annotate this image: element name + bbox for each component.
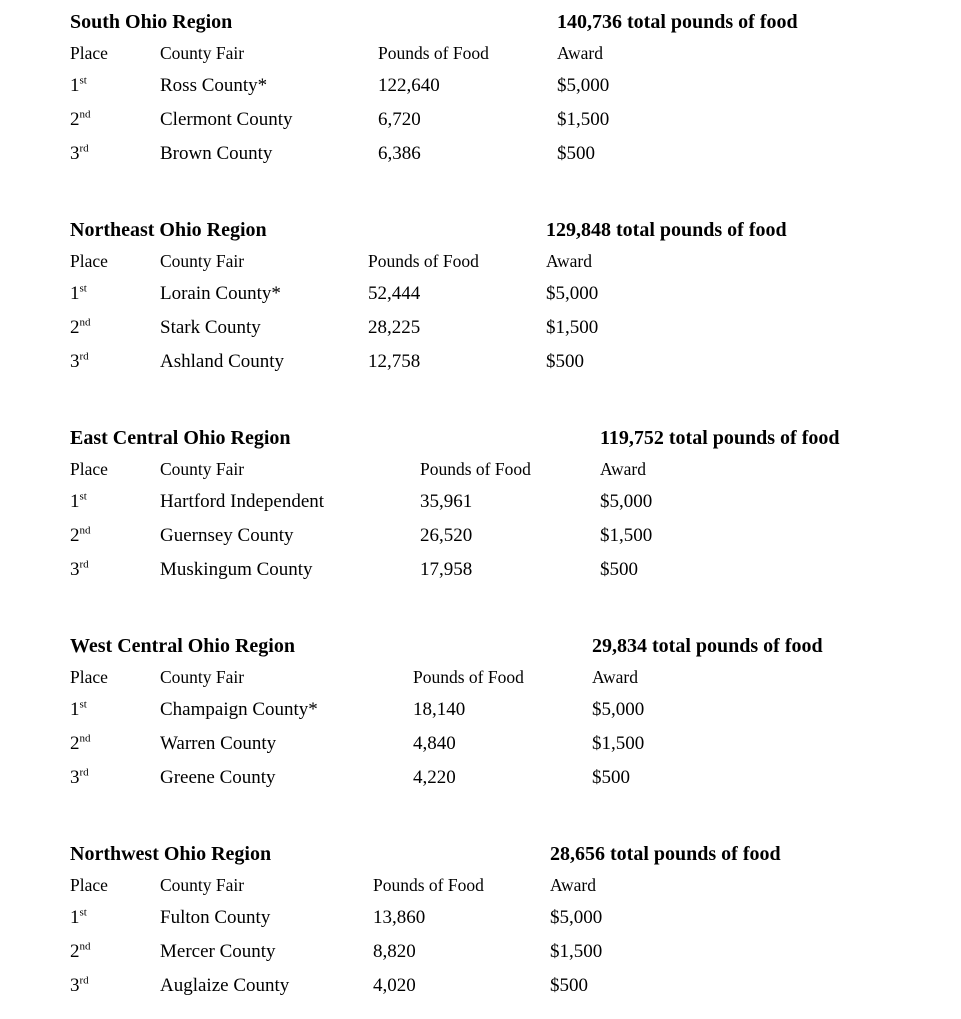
column-header-award: Award bbox=[600, 459, 647, 479]
region-title: Northeast Ohio Region bbox=[70, 219, 267, 241]
award-cell: $5,000 bbox=[546, 283, 599, 304]
county-cell: Ross County* bbox=[160, 75, 268, 96]
column-header-pounds: Pounds of Food bbox=[420, 459, 531, 479]
place-cell bbox=[70, 69, 160, 103]
region-title: South Ohio Region bbox=[70, 11, 233, 33]
place-number: 3 bbox=[70, 975, 80, 996]
table-header-row bbox=[70, 661, 951, 693]
place-ordinal: nd bbox=[79, 940, 91, 953]
column-header-county-fair: County Fair bbox=[160, 43, 245, 63]
county-cell: Warren County bbox=[160, 733, 277, 754]
column-header-place: Place bbox=[70, 459, 108, 479]
region-title-row bbox=[70, 423, 951, 453]
pounds-cell: 35,961 bbox=[420, 491, 473, 512]
county-cell: Brown County bbox=[160, 143, 273, 164]
award-cell: $1,500 bbox=[546, 317, 599, 338]
table-row bbox=[70, 553, 951, 587]
pounds-cell: 6,720 bbox=[378, 109, 421, 130]
place-cell bbox=[70, 103, 160, 137]
pounds-cell: 13,860 bbox=[373, 907, 426, 928]
place-ordinal: rd bbox=[79, 142, 89, 155]
pounds-cell: 8,820 bbox=[373, 941, 416, 962]
region-title: West Central Ohio Region bbox=[70, 635, 295, 657]
column-header-place: Place bbox=[70, 667, 108, 687]
place-number: 1 bbox=[70, 491, 80, 512]
place-cell bbox=[70, 727, 160, 761]
region-total-pounds: 140,736 total pounds of food bbox=[557, 11, 798, 33]
column-header-pounds: Pounds of Food bbox=[413, 667, 524, 687]
region-title-row bbox=[70, 839, 951, 869]
place-number: 2 bbox=[70, 733, 80, 754]
table-row bbox=[70, 485, 951, 519]
award-cell: $5,000 bbox=[557, 75, 610, 96]
table-row bbox=[70, 103, 951, 137]
place-cell bbox=[70, 901, 160, 935]
award-cell: $500 bbox=[550, 975, 588, 996]
award-cell: $5,000 bbox=[600, 491, 653, 512]
county-cell: Muskingum County bbox=[160, 559, 313, 580]
place-cell bbox=[70, 553, 160, 587]
place-cell bbox=[70, 345, 160, 379]
region-total-pounds: 129,848 total pounds of food bbox=[546, 219, 787, 241]
place-number: 3 bbox=[70, 559, 80, 580]
place-cell bbox=[70, 761, 160, 795]
place-ordinal: st bbox=[79, 282, 87, 295]
place-ordinal: st bbox=[79, 490, 87, 503]
table-row bbox=[70, 693, 951, 727]
place-cell bbox=[70, 277, 160, 311]
column-header-place: Place bbox=[70, 875, 108, 895]
column-header-county-fair: County Fair bbox=[160, 459, 245, 479]
pounds-cell: 26,520 bbox=[420, 525, 473, 546]
place-ordinal: st bbox=[79, 698, 87, 711]
pounds-cell: 4,840 bbox=[413, 733, 456, 754]
column-header-pounds: Pounds of Food bbox=[373, 875, 484, 895]
place-ordinal: rd bbox=[79, 766, 89, 779]
column-header-county-fair: County Fair bbox=[160, 251, 245, 271]
pounds-cell: 17,958 bbox=[420, 559, 473, 580]
column-header-county-fair: County Fair bbox=[160, 667, 245, 687]
column-header-award: Award bbox=[557, 43, 604, 63]
award-cell: $5,000 bbox=[592, 699, 645, 720]
table-row bbox=[70, 137, 951, 171]
column-header-place: Place bbox=[70, 251, 108, 271]
place-ordinal: rd bbox=[79, 974, 89, 987]
place-number: 1 bbox=[70, 699, 80, 720]
award-cell: $500 bbox=[546, 351, 584, 372]
place-cell bbox=[70, 693, 160, 727]
table-row bbox=[70, 69, 951, 103]
region-section-east-central-ohio bbox=[70, 423, 951, 587]
place-number: 2 bbox=[70, 109, 80, 130]
table-row bbox=[70, 277, 951, 311]
table-row bbox=[70, 761, 951, 795]
place-ordinal: rd bbox=[79, 350, 89, 363]
region-total-pounds: 119,752 total pounds of food bbox=[600, 427, 840, 449]
pounds-cell: 18,140 bbox=[413, 699, 466, 720]
column-header-place: Place bbox=[70, 43, 108, 63]
table-row bbox=[70, 969, 951, 1003]
county-cell: Fulton County bbox=[160, 907, 271, 928]
award-cell: $5,000 bbox=[550, 907, 603, 928]
award-cell: $1,500 bbox=[557, 109, 610, 130]
award-cell: $1,500 bbox=[550, 941, 603, 962]
place-number: 3 bbox=[70, 351, 80, 372]
table-row bbox=[70, 935, 951, 969]
place-ordinal: rd bbox=[79, 558, 89, 571]
place-ordinal: st bbox=[79, 906, 87, 919]
place-cell bbox=[70, 969, 160, 1003]
table-header-row bbox=[70, 453, 951, 485]
place-cell bbox=[70, 935, 160, 969]
table-header-row bbox=[70, 245, 951, 277]
place-number: 2 bbox=[70, 525, 80, 546]
table-row bbox=[70, 519, 951, 553]
column-header-award: Award bbox=[592, 667, 639, 687]
region-title-row bbox=[70, 631, 951, 661]
pounds-cell: 4,220 bbox=[413, 767, 456, 788]
county-cell: Hartford Independent bbox=[160, 491, 325, 512]
county-cell: Greene County bbox=[160, 767, 276, 788]
column-header-award: Award bbox=[550, 875, 597, 895]
region-title: East Central Ohio Region bbox=[70, 427, 291, 449]
region-section-northwest-ohio bbox=[70, 839, 951, 1003]
pounds-cell: 4,020 bbox=[373, 975, 416, 996]
pounds-cell: 122,640 bbox=[378, 75, 440, 96]
table-row bbox=[70, 727, 951, 761]
region-title: Northwest Ohio Region bbox=[70, 843, 272, 865]
award-cell: $1,500 bbox=[592, 733, 645, 754]
place-number: 1 bbox=[70, 75, 80, 96]
column-header-county-fair: County Fair bbox=[160, 875, 245, 895]
table-row bbox=[70, 901, 951, 935]
place-number: 2 bbox=[70, 941, 80, 962]
place-cell bbox=[70, 485, 160, 519]
region-section-west-central-ohio bbox=[70, 631, 951, 795]
county-cell: Stark County bbox=[160, 317, 261, 338]
region-title-row bbox=[70, 7, 951, 37]
pounds-cell: 6,386 bbox=[378, 143, 421, 164]
place-ordinal: nd bbox=[79, 108, 91, 121]
county-cell: Guernsey County bbox=[160, 525, 294, 546]
county-cell: Ashland County bbox=[160, 351, 285, 372]
region-section-northeast-ohio bbox=[70, 215, 951, 379]
column-header-award: Award bbox=[546, 251, 593, 271]
region-title-row bbox=[70, 215, 951, 245]
award-cell: $500 bbox=[592, 767, 630, 788]
place-cell bbox=[70, 519, 160, 553]
place-ordinal: nd bbox=[79, 524, 91, 537]
table-header-row bbox=[70, 37, 951, 69]
place-number: 3 bbox=[70, 143, 80, 164]
table-row bbox=[70, 311, 951, 345]
county-cell: Clermont County bbox=[160, 109, 293, 130]
pounds-cell: 52,444 bbox=[368, 283, 421, 304]
place-number: 1 bbox=[70, 283, 80, 304]
table-row bbox=[70, 345, 951, 379]
place-cell bbox=[70, 137, 160, 171]
award-cell: $500 bbox=[557, 143, 595, 164]
place-number: 1 bbox=[70, 907, 80, 928]
place-ordinal: st bbox=[79, 74, 87, 87]
table-header-row bbox=[70, 869, 951, 901]
region-total-pounds: 28,656 total pounds of food bbox=[550, 843, 781, 865]
award-cell: $500 bbox=[600, 559, 638, 580]
place-number: 3 bbox=[70, 767, 80, 788]
region-total-pounds: 29,834 total pounds of food bbox=[592, 635, 823, 657]
county-cell: Auglaize County bbox=[160, 975, 290, 996]
pounds-cell: 28,225 bbox=[368, 317, 421, 338]
place-ordinal: nd bbox=[79, 316, 91, 329]
column-header-pounds: Pounds of Food bbox=[378, 43, 489, 63]
county-cell: Lorain County* bbox=[160, 283, 281, 304]
pounds-cell: 12,758 bbox=[368, 351, 421, 372]
county-cell: Champaign County* bbox=[160, 699, 318, 720]
place-number: 2 bbox=[70, 317, 80, 338]
place-cell bbox=[70, 311, 160, 345]
column-header-pounds: Pounds of Food bbox=[368, 251, 479, 271]
place-ordinal: nd bbox=[79, 732, 91, 745]
county-cell: Mercer County bbox=[160, 941, 276, 962]
region-section-south-ohio bbox=[70, 7, 951, 171]
award-cell: $1,500 bbox=[600, 525, 653, 546]
